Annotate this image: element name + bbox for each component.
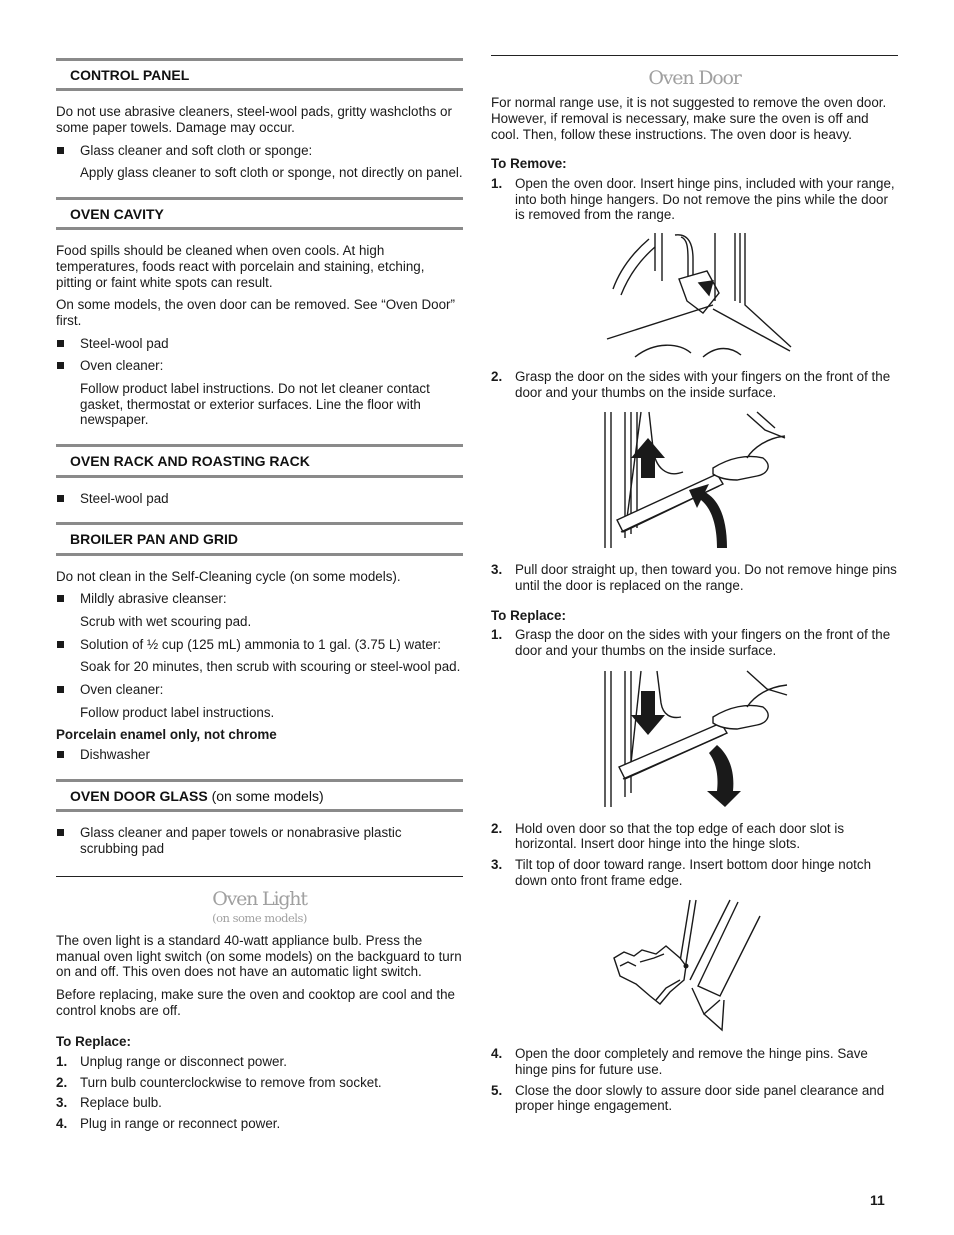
oven-door-section [491,56,898,1114]
page-number: 11 [870,1192,885,1208]
control-panel-bullet-detail: Apply glass cleaner to soft cloth or sponge, not directly on panel. [80,165,463,181]
broiler-bullet-1-detail: Scrub with wet scouring pad. [80,613,252,629]
replace-step-3: 3. Tilt top of door toward range. Insert bottom door hinge notch down onto front frame edge. [491,856,872,888]
control-panel-heading: CONTROL PANEL [56,58,463,91]
replace-step-4: 4. Open the door completely and remove the hinge pins. Save hinge pins for future use. [491,1046,868,1077]
oven-light-replace-heading: To Replace: [56,1034,131,1050]
broiler-bullet-1: Mildly abrasive cleanser: [56,591,463,607]
lift-door-illustration [597,408,793,552]
oven-light-step: 2. Turn bulb counterclockwise to remove from socket. [56,1074,382,1090]
broiler-bullet-3-detail: Follow product label instructions. [80,704,275,720]
remove-step-2: 2. Grasp the door on the sides with your fingers on the front of the door and your thumbs on the inside surface. [491,368,891,400]
right-column [491,55,898,1119]
broiler-section [56,522,463,778]
door-glass-section [56,779,463,877]
replace-step-1: 1. Grasp the door on the sides with your fingers on the front of the door and your thumbs on the inside surface. [491,627,891,658]
replace-step-2: 2. Hold oven door so that the top edge of each door slot is horizontal. Insert door hinge into the hinge slots. [491,820,845,852]
replace-step-5: 5. Close the door slowly to assure door side panel clearance and proper hinge engagement. [491,1082,885,1114]
oven-light-p1: The oven light is a standard 40-watt appliance bulb. Press the manual oven light switch (on some models) on the backguard to turn on and off. This oven does not have an automatic light switch. [56,933,462,980]
oven-rack-section [56,444,463,522]
oven-light-title: Oven Light [212,888,307,911]
oven-light-p2: Before replacing, make sure the oven and cooktop are cool and the control knobs are off. [56,987,455,1018]
oven-cavity-bullet-2-detail: Follow product label instructions. Do not let cleaner contact gasket, thermostat or exterior surfaces. Line the floor with newspaper. [80,381,430,428]
oven-light-step: 1. Unplug range or disconnect power. [56,1054,287,1070]
oven-light-step: 4. Plug in range or reconnect power. [56,1116,281,1132]
broiler-bullet-2-detail: Soak for 20 minutes, then scrub with scouring or steel-wool pad. [80,659,461,675]
control-panel-intro: Do not use abrasive cleaners, steel-wool pads, gritty washcloths or some paper towels. Damage may occur. [56,104,452,136]
hinge-notch-illustration [600,896,790,1036]
oven-rack-bullet: Steel-wool pad [56,491,463,507]
door-glass-heading-light: (on some models) [207,787,324,804]
oven-cavity-p2: On some models, the oven door can be removed. See “Oven Door” first. [56,297,455,329]
to-remove-heading: To Remove: [491,156,567,172]
broiler-bullet-3: Oven cleaner: [56,682,463,698]
broiler-bullet-2: Solution of ½ cup (125 mL) ammonia to 1 gal. (3.75 L) water: [56,637,463,653]
broiler-intro: Do not clean in the Self-Cleaning cycle (on some models). [56,568,401,584]
door-glass-heading-bold: OVEN DOOR GLASS [70,787,208,804]
control-panel-bullet: Glass cleaner and soft cloth or sponge: [56,143,463,159]
oven-light-section [56,877,463,1131]
remove-step-3: 3. Pull door straight up, then toward you. Do not remove hinge pins until the door is replaced on the range. [491,562,897,593]
oven-light-subtitle: (on some models) [212,910,307,925]
oven-cavity-bullet-2: Oven cleaner: [56,358,463,374]
oven-rack-heading: OVEN RACK AND ROASTING RACK [56,444,463,477]
oven-light-step: 3. Replace bulb. [56,1095,162,1111]
control-panel-section [56,58,463,197]
remove-step-1: 1. Open the oven door. Insert hinge pins, included with your range, into both hinge hangers. Do not remove the pins while the door is removed from the range. [491,175,895,223]
oven-door-intro: For normal range use, it is not suggested to remove the oven door. However, if removal is necessary, make sure the oven is off and cool. Then, follow these instructions. The oven door is heavy. [491,95,887,142]
oven-cavity-heading: OVEN CAVITY [56,197,463,230]
oven-cavity-bullet-1: Steel-wool pad [56,336,463,352]
broiler-bullet-4: Dishwasher [56,747,463,763]
door-glass-heading [56,779,463,812]
hinge-pin-illustration [595,231,795,359]
broiler-heading: BROILER PAN AND GRID [56,522,463,555]
door-glass-bullet: Glass cleaner and paper towels or nonabrasive plastic scrubbing pad [56,825,463,856]
to-replace-heading: To Replace: [491,607,566,623]
left-column [56,58,463,1137]
oven-door-title: Oven Door [648,67,741,89]
oven-cavity-section [56,197,463,444]
broiler-subhead: Porcelain enamel only, not chrome [56,727,277,743]
lower-door-illustration [597,667,793,811]
oven-cavity-p1: Food spills should be cleaned when oven cools. At high temperatures, foods react with porcelain and staining, etching, pitting or faint white spots can result. [56,243,425,290]
